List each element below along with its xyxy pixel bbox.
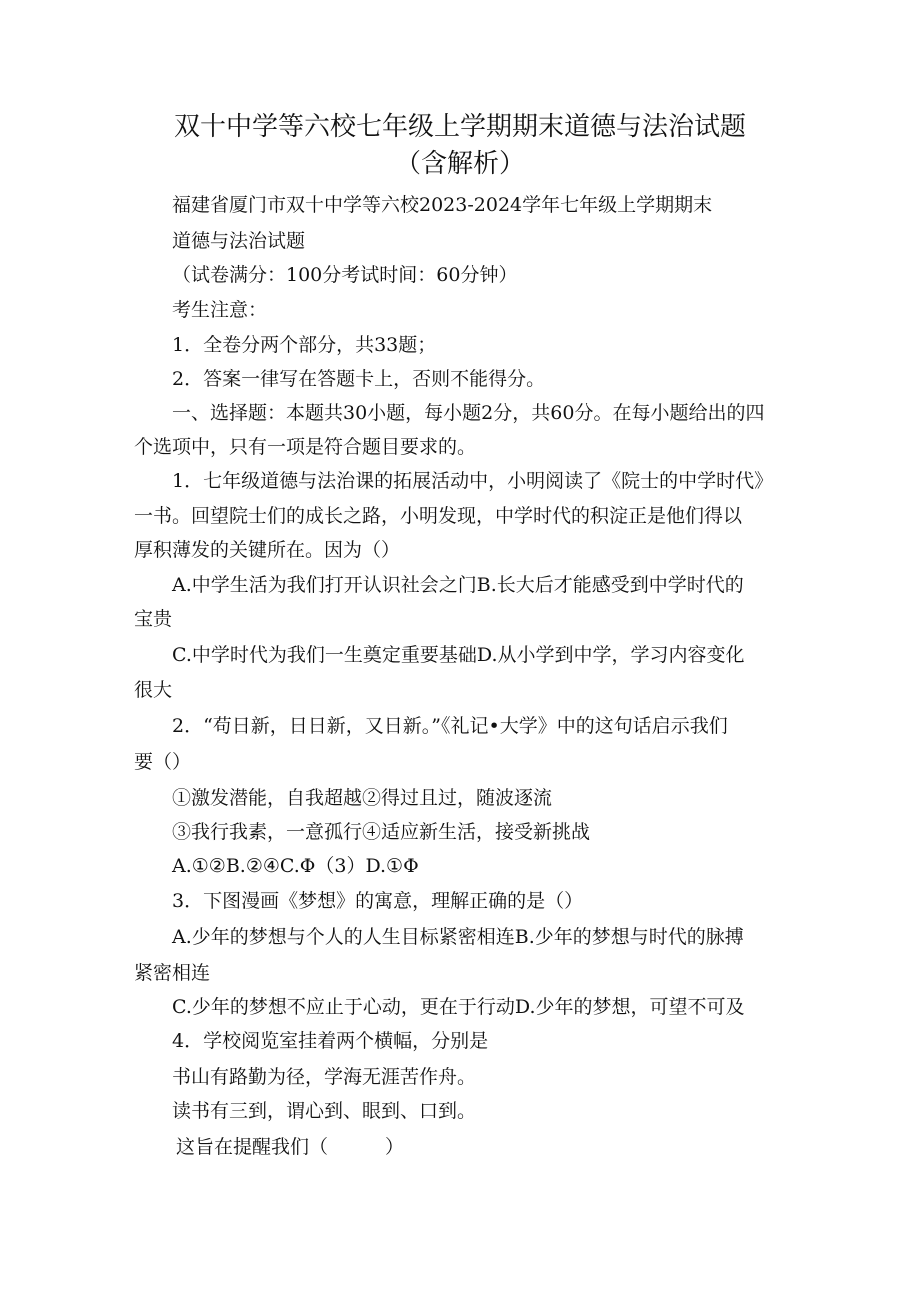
question-2-stem: 2．“苟日新，日日新，又日新。”《礼记•大学》中的这句话启示我们 bbox=[172, 715, 728, 737]
question-1-stem: 一书。回望院士们的成长之路，小明发现，中学时代的积淀正是他们得以 bbox=[134, 505, 743, 527]
question-1-stem: 厚积薄发的关键所在。因为（） bbox=[134, 539, 401, 561]
question-3-options: A.少年的梦想与个人的人生目标紧密相连B.少年的梦想与时代的脉搏 bbox=[172, 926, 744, 948]
question-2-options: A.①②B.②④C.Φ（3）D.①Φ bbox=[172, 855, 419, 877]
question-1-stem: 1．七年级道德与法治课的拓展活动中，小明阅读了《院士的中学时代》 bbox=[172, 470, 774, 492]
question-2-statements: ③我行我素，一意孤行④适应新生活，接受新挑战 bbox=[172, 821, 591, 843]
question-3-stem: 3．下图漫画《梦想》的寓意，理解正确的是（） bbox=[172, 890, 584, 912]
question-3-options: C.少年的梦想不应止于心动，更在于行动D.少年的梦想，可望不可及 bbox=[172, 996, 745, 1018]
source-line: 福建省厦门市双十中学等六校2023-2024学年七年级上学期期末 bbox=[172, 194, 713, 216]
question-1-options: 很大 bbox=[134, 679, 173, 701]
question-1-options: A.中学生活为我们打开认识社会之门B.长大后才能感受到中学时代的 bbox=[172, 574, 744, 596]
question-1-options: C.中学时代为我们一生奠定重要基础D.从小学到中学，学习内容变化 bbox=[172, 644, 745, 666]
question-3-options: 紧密相连 bbox=[134, 962, 211, 984]
section-heading: 一、选择题：本题共30小题，每小题2分，共60分。在每小题给出的四 bbox=[172, 402, 765, 424]
document-title: 双十中学等六校七年级上学期期末道德与法治试题 bbox=[173, 112, 746, 142]
question-4-banner: 读书有三到，谓心到、眼到、口到。 bbox=[172, 1100, 477, 1122]
document-title-note: （含解析） bbox=[394, 149, 525, 179]
notice-item: 2．答案一律写在答题卡上，否则不能得分。 bbox=[172, 368, 546, 390]
question-4-banner: 书山有路勤为径，学海无涯苦作舟。 bbox=[172, 1066, 477, 1088]
question-4-prompt: 这旨在提醒我们（ ） bbox=[176, 1136, 405, 1158]
question-4-stem: 4．学校阅览室挂着两个横幅，分别是 bbox=[172, 1030, 489, 1052]
question-1-options: 宝贵 bbox=[134, 608, 173, 630]
source-line-continued: 道德与法治试题 bbox=[172, 230, 306, 252]
notice-item: 1．全卷分两个部分，共33题； bbox=[172, 334, 437, 356]
question-2-statements: ①激发潜能，自我超越②得过且过，随波逐流 bbox=[172, 787, 553, 809]
section-heading-continued: 个选项中，只有一项是符合题目要求的。 bbox=[134, 436, 477, 458]
exam-info: （试卷满分：100分考试时间：60分钟） bbox=[172, 264, 518, 286]
notice-heading: 考生注意： bbox=[172, 299, 268, 321]
question-2-stem: 要（） bbox=[134, 751, 192, 773]
